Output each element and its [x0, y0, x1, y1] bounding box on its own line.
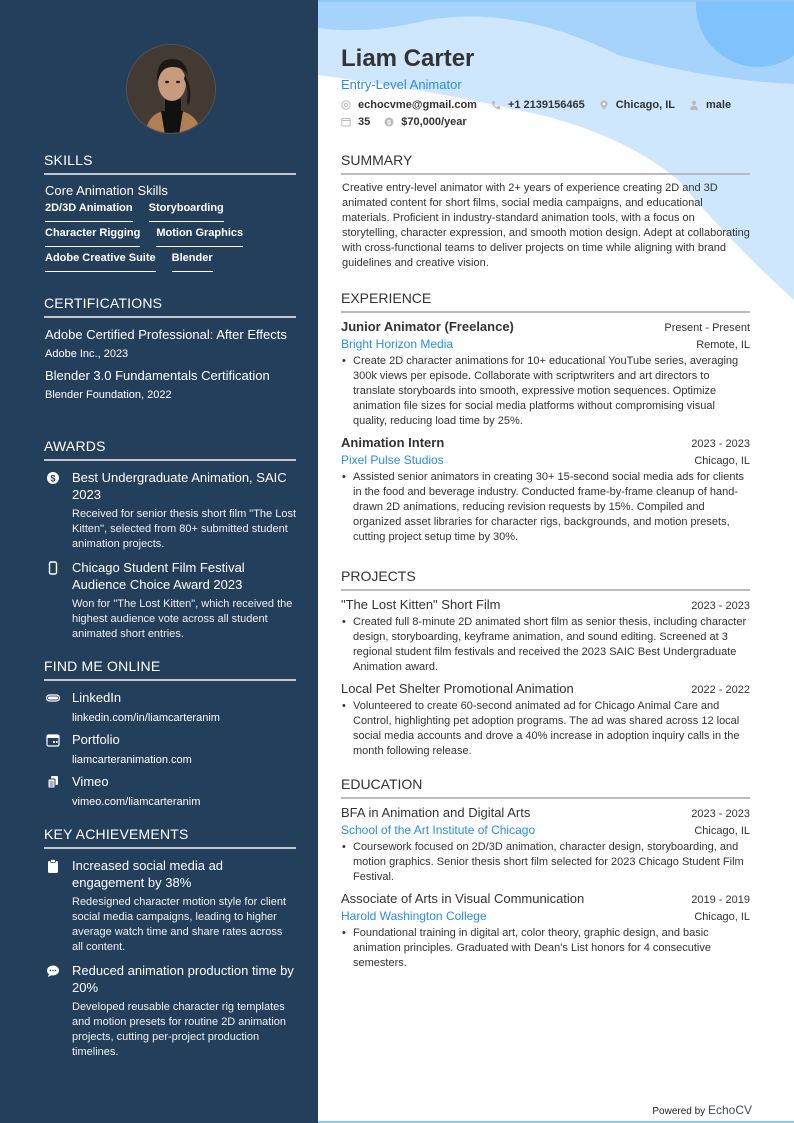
project-entry	[341, 681, 750, 759]
email-value: echocvme@gmail.com	[358, 99, 477, 111]
online-link-vimeo[interactable]	[44, 773, 296, 808]
education-bullet: • Foundational training in digital art, color theory, graphic design, and basic animation principles. Graduated with Dean's List honors for 4 consecutive semesters.	[341, 926, 750, 971]
skills-title: SKILLS	[44, 152, 296, 175]
job-location: Remote, IL	[696, 339, 750, 351]
online-link-linkedin[interactable]	[44, 689, 296, 724]
skill-tag: Adobe Creative Suite	[45, 252, 156, 272]
projects-title: PROJECTS	[341, 568, 750, 591]
gender-value: male	[706, 99, 732, 111]
certifications-section	[44, 295, 296, 408]
contact-gender	[689, 99, 731, 111]
education-bullet: • Coursework focused on 2D/3D animation, character design, storyboarding, and motion graphics. Senior thesis short film selected for 2023 Chicago Student Film Festival.	[341, 840, 750, 885]
education-section	[341, 776, 750, 977]
job-title: Junior Animator (Freelance)	[341, 319, 514, 334]
avatar	[126, 44, 216, 134]
company-name: Pixel Pulse Studios	[341, 453, 444, 467]
summary-text: Creative entry-level animator with 2+ years of experience creating 2D and 3D animated content for short films, social media campaigns, and educational materials. Proficient in industry-standard animation tools, with a focus on storytelling, character expression, and smooth motion design. Adept at collaborating with cross-functional teams to deliver projects on time while aligning with brand guidelines and creative vision.	[342, 182, 750, 269]
achievement-desc: Developed reusable character rig templates and motion presets for routine 2D animation projects, cutting per-project production timelines.	[72, 1001, 287, 1058]
degree-title: BFA in Animation and Digital Arts	[341, 805, 531, 820]
calendar-icon	[46, 733, 60, 747]
project-title: "The Lost Kitten" Short Film	[341, 597, 501, 612]
online-link-portfolio[interactable]	[44, 731, 296, 766]
achievement-title: Increased social media ad engagement by 38%	[72, 858, 224, 890]
powered-by-footer	[652, 1103, 752, 1117]
cert-name: Blender 3.0 Fundamentals Certification	[45, 368, 270, 383]
experience-title: EXPERIENCE	[341, 290, 750, 313]
online-url[interactable]: liamcarteranimation.com	[72, 754, 192, 766]
clipboard-icon	[46, 859, 60, 873]
cert-issuer: Blender Foundation, 2022	[45, 389, 172, 401]
online-label: LinkedIn	[72, 690, 122, 705]
chat-bubble-icon	[46, 964, 60, 978]
sidebar	[0, 0, 318, 1123]
projects-section	[341, 568, 750, 765]
project-bullet: • Created full 8-minute 2D animated short film as senior thesis, including character design, storyboarding, keyframe animation, and sound editing. Screened at 3 regional student film festivals and received the 2023 SAIC Best Undergraduate Animation award.	[341, 615, 750, 675]
online-label: Vimeo	[72, 774, 109, 789]
project-title: Local Pet Shelter Promotional Animation	[341, 681, 574, 696]
skill-group-title: Core Animation Skills	[45, 183, 168, 198]
main-content	[318, 0, 794, 1123]
job-dates: Present - Present	[664, 322, 750, 334]
certifications-title: CERTIFICATIONS	[44, 295, 296, 318]
contact-email[interactable]	[341, 99, 477, 111]
project-entry	[341, 597, 750, 675]
education-entry	[341, 805, 750, 885]
education-dates: 2023 - 2023	[691, 808, 750, 820]
achievements-title: KEY ACHIEVEMENTS	[44, 826, 296, 849]
awards-title: AWARDS	[44, 438, 296, 461]
achievements-section	[44, 826, 296, 1067]
contact-salary	[384, 116, 466, 128]
online-url[interactable]: linkedin.com/in/liamcarteranim	[72, 712, 220, 724]
project-dates: 2022 - 2022	[691, 684, 750, 696]
skill-tag: Blender	[172, 252, 213, 272]
profile-photo	[127, 45, 216, 134]
contact-phone[interactable]	[491, 99, 585, 111]
achievement-item	[44, 857, 296, 955]
contact-row-1	[341, 99, 745, 111]
footer-prefix: Powered by	[652, 1106, 706, 1117]
cert-issuer: Adobe Inc., 2023	[45, 348, 129, 360]
job-title: Animation Intern	[341, 435, 445, 450]
education-entry	[341, 891, 750, 971]
skill-tag: Character Rigging	[45, 227, 140, 247]
salary-value: $70,000/year	[401, 116, 467, 128]
awards-section	[44, 438, 296, 649]
online-section	[44, 658, 296, 815]
award-title: Best Undergraduate Animation, SAIC 2023	[72, 470, 287, 502]
contact-location	[599, 99, 675, 111]
experience-entry	[341, 319, 750, 429]
badge-icon	[46, 691, 60, 705]
school-location: Chicago, IL	[694, 825, 750, 837]
age-value: 35	[358, 116, 371, 128]
project-bullet: • Volunteered to create 60-second animated ad for Chicago Animal Care and Control, highlighting pet adoption programs. The ad was shared across 12 local social media accounts and drove a 40% increase in adoption inquiry calls in the month following release.	[341, 699, 750, 759]
summary-section	[341, 152, 750, 271]
skill-tag: 2D/3D Animation	[45, 202, 133, 222]
user-icon	[689, 100, 699, 110]
degree-title: Associate of Arts in Visual Communication	[341, 891, 585, 906]
skill-tag: Motion Graphics	[156, 227, 243, 247]
footer-brand-link[interactable]: EchoCV	[707, 1103, 752, 1117]
location-pin-icon	[599, 100, 609, 110]
location-value: Chicago, IL	[615, 99, 675, 111]
online-label: Portfolio	[72, 732, 120, 747]
contact-row-2	[341, 116, 481, 128]
award-title: Chicago Student Film Festival Audience Choice Award 2023	[72, 560, 245, 592]
job-dates: 2023 - 2023	[691, 438, 750, 450]
education-dates: 2019 - 2019	[691, 894, 750, 906]
coin-icon	[384, 117, 394, 127]
online-title: FIND ME ONLINE	[44, 658, 296, 681]
contact-age	[341, 116, 370, 128]
experience-section	[341, 290, 750, 551]
phone-icon	[491, 100, 501, 110]
mobile-phone-icon	[46, 561, 60, 575]
at-sign-icon	[341, 100, 351, 110]
skills-section	[44, 152, 296, 272]
job-bullet: • Assisted senior animators in creating 30+ 15-second social media ads for clients in the food and beverage industry. Conducted frame-by-frame cleanup of hand-drawn 2D animations, reducing revision requests by 15%. Compiled and organized asset libraries for character rigs, backgrounds, and motion presets, cutting project setup time by 30%.	[341, 470, 750, 545]
award-desc: Won for "The Lost Kitten", which received the highest audience vote across all student animated short entries.	[72, 598, 293, 640]
achievement-item	[44, 962, 296, 1060]
job-location: Chicago, IL	[694, 455, 750, 467]
project-dates: 2023 - 2023	[691, 600, 750, 612]
achievement-title: Reduced animation production time by 20%	[72, 963, 294, 995]
school-location: Chicago, IL	[694, 911, 750, 923]
svg-text:$: $	[387, 119, 392, 127]
job-bullet: • Create 2D character animations for 10+ educational YouTube series, averaging 300k views per episode. Collaborate with scriptwriters and art directors to translate storyboards into smooth, expressive motion sequences. Optimize animation file sizes for social media platforms without compromising visual quality, reducing load time by 25%.	[341, 354, 750, 429]
online-url[interactable]: vimeo.com/liamcarteranim	[72, 796, 201, 808]
phone-value: +1 2139156465	[507, 99, 585, 111]
achievement-desc: Redesigned character motion style for client social media campaigns, leading to higher average watch time and share rates across all content.	[72, 896, 286, 953]
dollar-circle-icon	[46, 471, 60, 485]
summary-title: SUMMARY	[341, 152, 750, 175]
skill-tag: Storyboarding	[149, 202, 224, 222]
school-name: Harold Washington College	[341, 909, 487, 923]
clipboard-copy-icon	[46, 775, 60, 789]
skill-tags	[44, 202, 296, 272]
calendar-icon	[341, 117, 351, 127]
experience-entry	[341, 435, 750, 545]
company-name: Bright Horizon Media	[341, 337, 454, 351]
award-item	[44, 559, 296, 642]
education-title: EDUCATION	[341, 776, 750, 799]
award-item	[44, 469, 296, 552]
candidate-name: Liam Carter	[341, 45, 475, 72]
cert-name: Adobe Certified Professional: After Effects	[45, 327, 287, 342]
svg-text:$: $	[50, 473, 56, 484]
candidate-role: Entry-Level Animator	[341, 77, 462, 92]
school-name: School of the Art Institute of Chicago	[341, 823, 536, 837]
award-desc: Received for senior thesis short film "The Lost Kitten", selected from 80+ submitted student animation projects.	[72, 508, 296, 550]
